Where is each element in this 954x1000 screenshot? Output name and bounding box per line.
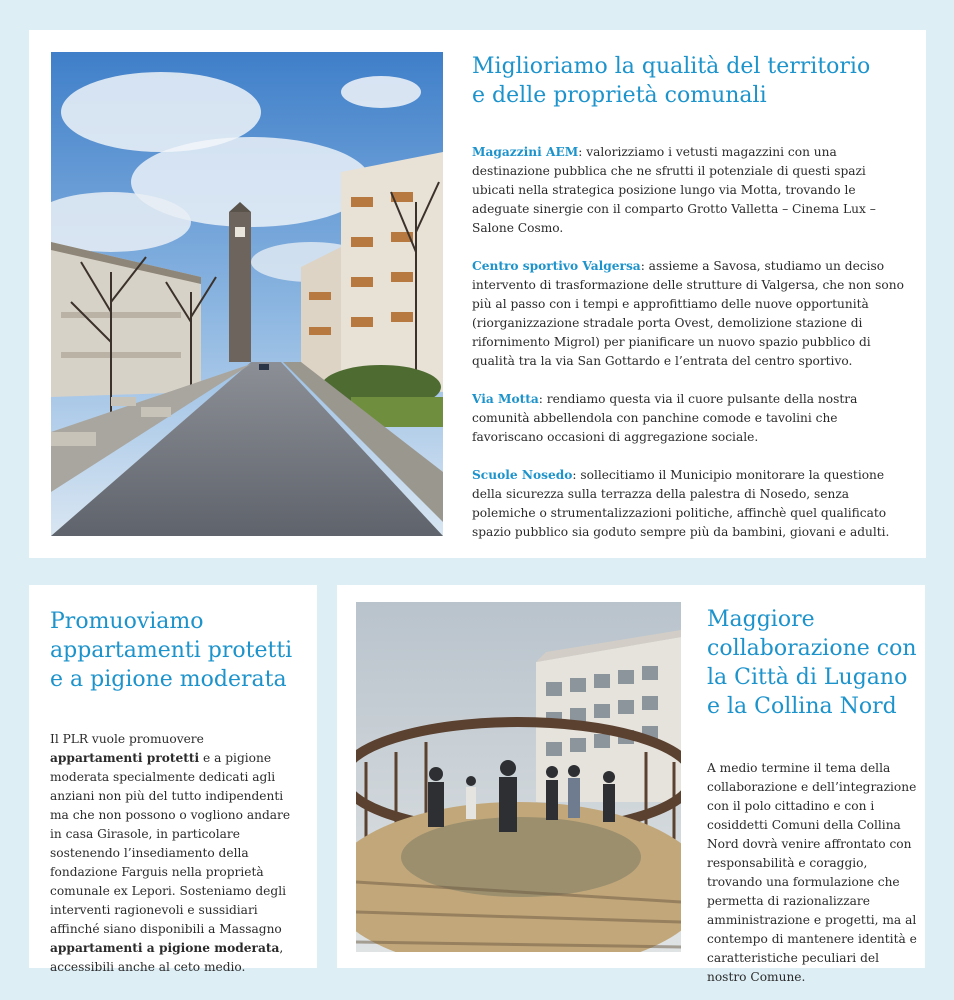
text-run: e a pigione moderata specialmente dedicati agli anziani non più del tutto indipendenti ma che non possono o vogliono andare in casa Girasole, in particolare sostenendo l’insediamento della fondazione Farguis nella proprietà comunale ex Lepori. Sosteniamo degli interventi ragionevoli e sussidiari affinché siano disponibili a Massagno: [50, 751, 291, 936]
title-line: Maggiore: [707, 607, 815, 632]
housing-text: [50, 607, 295, 977]
item-key: Scuole Nosedo: [472, 468, 573, 482]
bold-run: appartamenti protetti: [50, 751, 200, 765]
territory-section: [29, 30, 926, 558]
title-line: la Città di Lugano: [707, 665, 908, 690]
title-line: Miglioriamo la qualità del territorio: [472, 54, 871, 79]
collaboration-title: [707, 605, 919, 721]
plaza-photo: [356, 602, 681, 952]
item-key: Via Motta: [472, 392, 539, 406]
collaboration-section: [337, 585, 925, 984]
item-text: : sollecitiamo il Municipio monitorare la questione della sicurezza sulla terrazza della palestra di Nosedo, senza polemiche o strumentalizzazioni politiche, affinchè quel qualificato spazio pubblico sia goduto sempre più da bambini, giovani e adulti.: [472, 468, 890, 539]
item-text: : valorizziamo i vetusti magazzini con una destinazione pubblica che ne sfrutti il potenziale di questi spazi ubicati nella strategica posizione lungo via Motta, trovando le adeguate sinergie con il comparto Grotto Valletta – Cinema Lux – Salone Cosmo.: [472, 145, 876, 235]
item-scuole-nosedo: [472, 466, 907, 542]
text-run: Il PLR vuole promuovere: [50, 732, 204, 746]
street-photo: [51, 52, 443, 536]
item-via-motta: [472, 390, 907, 447]
item-magazzini-aem: [472, 143, 907, 238]
territory-title: [472, 52, 907, 110]
housing-title: [50, 607, 295, 694]
title-line: collaborazione con: [707, 636, 917, 661]
plaza-photo-illustration: [356, 602, 681, 952]
housing-paragraph: [50, 730, 295, 977]
item-key: Magazzini AEM: [472, 145, 579, 159]
item-centro-sportivo: [472, 257, 907, 371]
title-line: e delle proprietà comunali: [472, 83, 767, 108]
title-line: Promuoviamo: [50, 609, 204, 634]
street-photo-illustration: [51, 52, 443, 536]
title-line: e la Collina Nord: [707, 694, 897, 719]
item-key: Centro sportivo Valgersa: [472, 259, 641, 273]
territory-text: [472, 52, 907, 561]
title-line: e a pigione moderata: [50, 667, 287, 692]
bold-run: appartamenti a pigione moderata: [50, 941, 280, 955]
collaboration-paragraph: A medio termine il tema della collaborazione e dell’integrazione con il polo cittadino e con i cosiddetti Comuni della Collina Nord dovrà venire affrontato con responsabilità e coraggio, trovando una formulazione che permetta di razionalizzare amministrazione e progetti, ma al contempo di mantenere identità e caratteristiche peculiari del nostro Comune.: [707, 761, 917, 984]
title-line: appartamenti protetti: [50, 638, 293, 663]
housing-section: [29, 585, 317, 974]
item-text: : rendiamo questa via il cuore pulsante della nostra comunità abbellendola con panchine comode e tavolini che favoriscano occasioni di aggregazione sociale.: [472, 392, 858, 444]
text-run: , accessibili anche al ceto medio.: [50, 941, 284, 974]
collaboration-text: [707, 605, 919, 987]
item-text: : assieme a Savosa, studiamo un deciso intervento di trasformazione delle strutture di Valgersa, che non sono più al passo con i tempi e approfittiamo delle nuove opportunità (riorganizzazione stradale porta Ovest, demolizione stazione di rifornimento Migrol) per pianificare un nuovo spazio pubblico di qualità tra la via San Gottardo e l’entrata del centro sportivo.: [472, 259, 904, 368]
